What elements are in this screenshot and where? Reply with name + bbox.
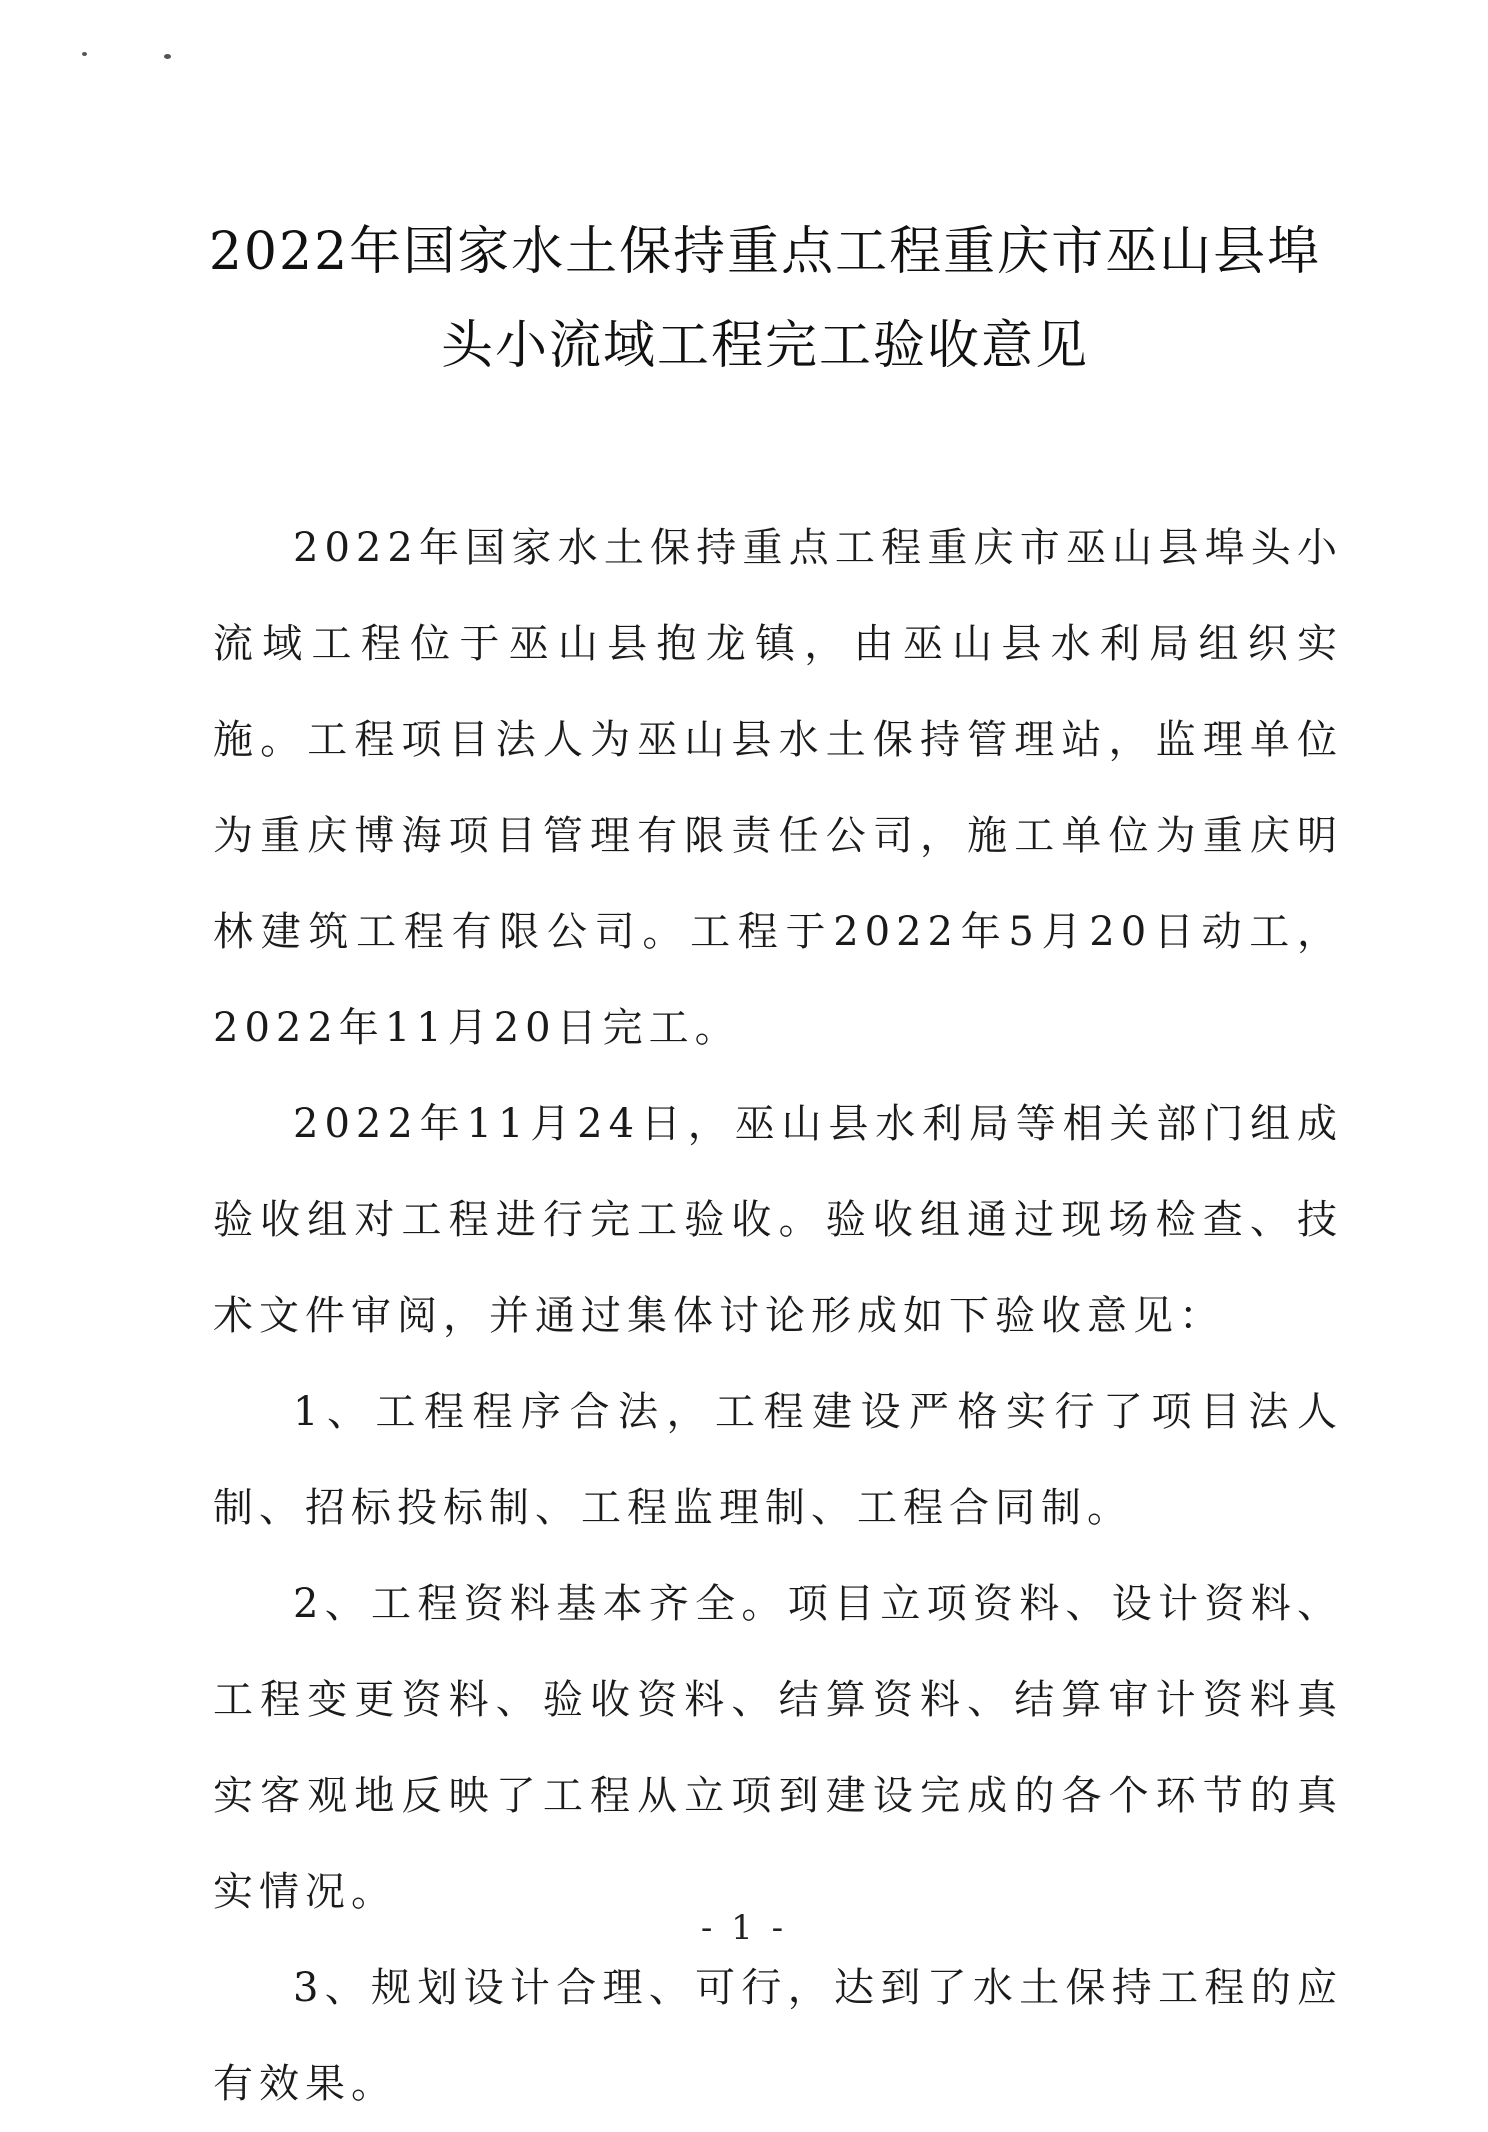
document-body — [213, 500, 1343, 2132]
scan-speck — [82, 52, 87, 56]
title-line-2: 头小流域工程完工验收意见 — [440, 316, 1089, 376]
paragraph-opinion-3: 3、规划设计合理、可行，达到了水土保持工程的应有效果。 — [213, 1965, 1343, 2107]
paragraph-project-overview: 2022年国家水土保持重点工程重庆市巫山县埠头小流域工程位于巫山县抱龙镇，由巫山县水利局组织实施。工程项目法人为巫山县水土保持管理站，监理单位为重庆博海项目管理有限责任公司，施工单位为重庆明林建筑工程有限公司。工程于2022年5月20日动工，2022年11月20日完工。 — [213, 525, 1343, 1051]
paragraph-opinion-1: 1、工程程序合法，工程建设严格实行了项目法人制、招标投标制、工程监理制、工程合同制。 — [213, 1389, 1343, 1531]
scan-speck — [164, 54, 171, 59]
paragraph-opinion-2: 2、工程资料基本齐全。项目立项资料、设计资料、工程变更资料、验收资料、结算资料、结算审计资料真实客观地反映了工程从立项到建设完成的各个环节的真实情况。 — [213, 1581, 1343, 1915]
document-title — [200, 205, 1330, 393]
title-line-1: 2022年国家水土保持重点工程重庆市巫山县埠 — [208, 222, 1322, 282]
paragraph-acceptance-intro: 2022年11月24日，巫山县水利局等相关部门组成验收组对工程进行完工验收。验收组通过现场检查、技术文件审阅，并通过集体讨论形成如下验收意见： — [213, 1101, 1343, 1339]
page-number: - 1 - — [700, 1908, 788, 1948]
